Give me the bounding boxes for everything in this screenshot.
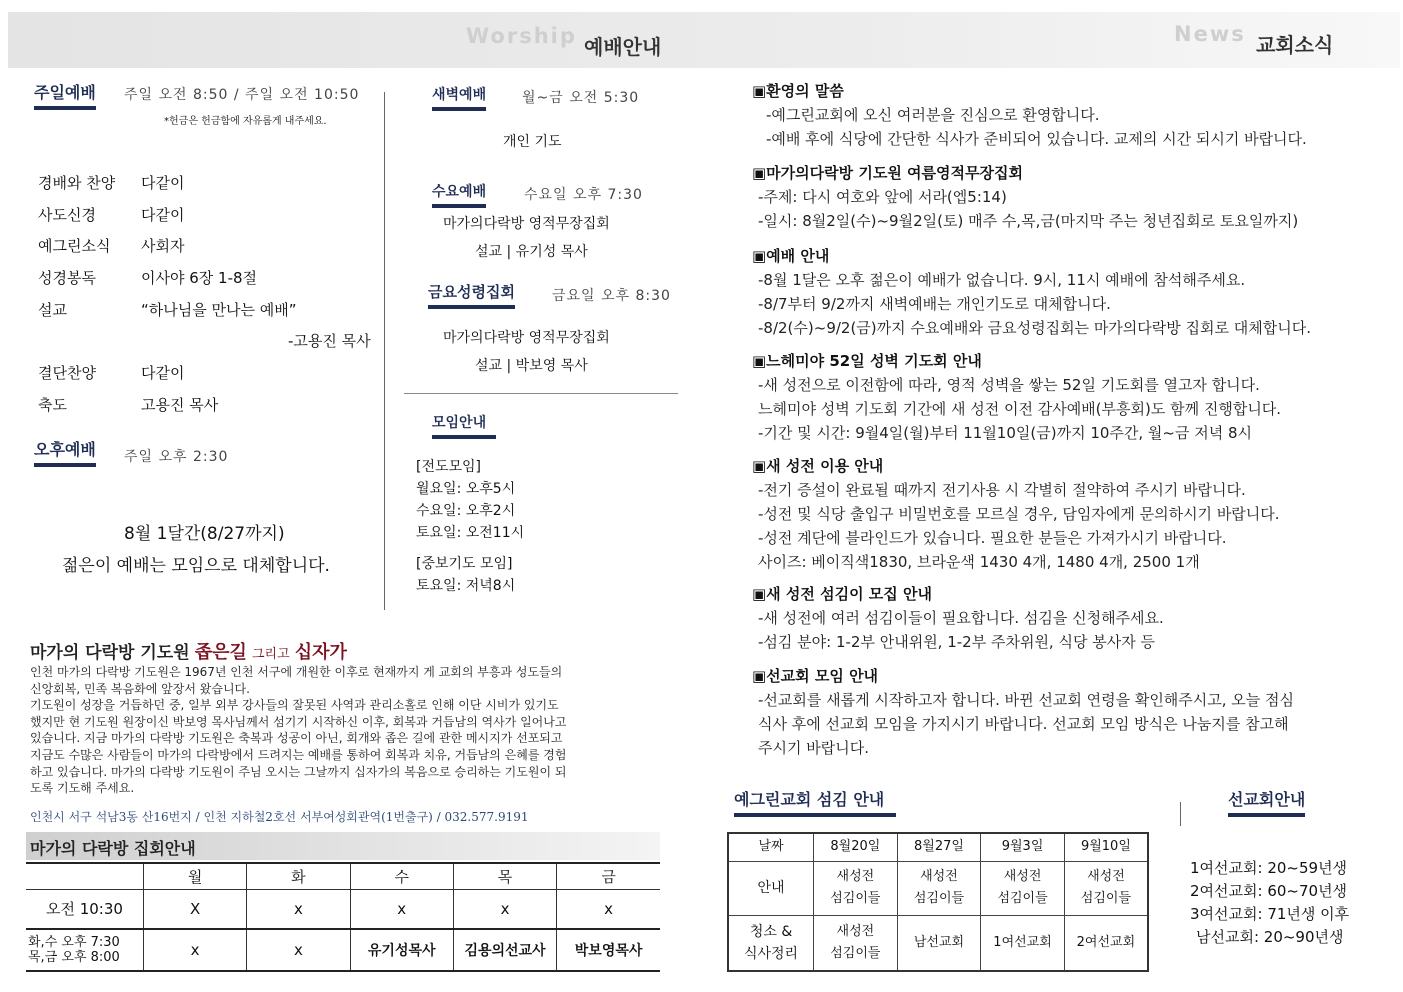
news-line: -8/2(수)~9/2(금)까지 수요예배와 금요성령집회는 마가의다락방 집회로 대체합니다. bbox=[758, 319, 1311, 337]
news-volunteers bbox=[752, 583, 1164, 652]
order-value: 고용진 목사 bbox=[141, 396, 219, 414]
story-line: 하고 있습니다. 마가의 다락방 기도원이 주님 오시는 그날까지 십자가의 복음으로 승리하는 기도원이 되 bbox=[30, 764, 567, 779]
serving-cell: 새성전 섬김이들 bbox=[897, 861, 981, 915]
meeting-line: 토요일: 저녁8시 bbox=[416, 578, 516, 594]
serving-row-label: 안내 bbox=[728, 861, 814, 915]
dawn-desc: 개인 기도 bbox=[503, 134, 562, 150]
schedule-title: 마가의 다락방 집회안내 bbox=[30, 839, 196, 858]
news-title: ▣느헤미야 52일 성벽 기도회 안내 bbox=[752, 352, 982, 370]
story-title bbox=[30, 638, 347, 664]
prayer-house-address: 인천시 서구 석남3동 산16번지 / 인천 지하철2호선 서부여성회관역(1번출구) / 032.577.9191 bbox=[30, 810, 529, 824]
schedule-time: 오전 10:30 bbox=[26, 889, 143, 929]
schedule-day: 화 bbox=[247, 863, 350, 889]
order-value: 다같이 bbox=[141, 206, 185, 224]
mission-line: 남선교회: 20~90년생 bbox=[1196, 928, 1344, 946]
news-en-title: News bbox=[1174, 22, 1246, 46]
serving-cell: 남선교회 bbox=[897, 915, 981, 971]
story-line: 도록 기도해 주세요. bbox=[30, 781, 135, 796]
news-welcome bbox=[752, 80, 1307, 149]
schedule-time-line: 화,수 오후 7:30 bbox=[28, 935, 120, 950]
mission-line: 3여선교회: 71년생 이후 bbox=[1190, 905, 1350, 923]
friday-line-2: 설교 | 박보영 목사 bbox=[475, 358, 588, 374]
wednesday-title: 수요예배 bbox=[432, 181, 486, 208]
schedule-table bbox=[26, 862, 660, 972]
story-title-a: 마가의 다락방 기도원 bbox=[30, 643, 190, 663]
mission-divider bbox=[1180, 802, 1181, 826]
order-label: 설교 bbox=[38, 301, 67, 319]
news-title: ▣마가의다락방 기도원 여름영적무장집회 bbox=[752, 164, 1023, 182]
meeting-line: 월요일: 오후5시 bbox=[416, 481, 516, 497]
news-line: -8/7부터 9/2까지 새벽예배는 개인기도로 대체합니다. bbox=[758, 295, 1111, 313]
news-title: ▣환영의 말씀 bbox=[752, 82, 844, 100]
serving-cell: 새성전 섬김이들 bbox=[981, 861, 1065, 915]
meeting-line: 토요일: 오전11시 bbox=[416, 525, 525, 541]
story-body bbox=[30, 664, 566, 797]
wednesday-line-2: 설교 | 유기성 목사 bbox=[475, 244, 588, 260]
news-worship bbox=[752, 245, 1311, 338]
wednesday-line-1: 마가의다락방 영적무장집회 bbox=[443, 216, 610, 232]
sunday-title: 주일예배 bbox=[34, 80, 96, 110]
friday-time: 금요일 오후 8:30 bbox=[552, 288, 671, 304]
serving-cell: 새성전 섬김이들 bbox=[814, 861, 898, 915]
mission-line: 2여선교회: 60~70년생 bbox=[1190, 882, 1348, 900]
news-line: 주시기 바랍니다. bbox=[758, 739, 869, 757]
afternoon-title: 오후예배 bbox=[34, 437, 96, 467]
news-line: -기간 및 시간: 9월4일(월)부터 11월10일(금)까지 10주간, 월~금 저녁 8시 bbox=[758, 424, 1253, 442]
serving-header: 9월10일 bbox=[1064, 833, 1148, 861]
news-line: -성전 및 식당 출입구 비밀번호를 모르실 경우, 담임자에게 문의하시기 바랍니다. bbox=[758, 505, 1280, 523]
order-label: 경배와 찬양 bbox=[38, 174, 116, 192]
schedule-day: 금 bbox=[557, 863, 660, 889]
schedule-cell: x bbox=[247, 929, 350, 971]
order-label: 성경봉독 bbox=[38, 269, 96, 287]
mission-title: 선교회안내 bbox=[1228, 787, 1305, 817]
meeting-line: 수요일: 오후2시 bbox=[416, 503, 516, 519]
afternoon-time: 주일 오후 2:30 bbox=[124, 449, 229, 465]
meeting-group-name: [중보기도 모임] bbox=[416, 556, 513, 572]
news-line: -선교회를 새롭게 시작하고자 합니다. 바뀐 선교회 연령을 확인해주시고, 오늘 점심 bbox=[758, 691, 1295, 709]
news-line: -8월 1달은 오후 젊은이 예배가 없습니다. 9시, 11시 예배에 참석해주세요. bbox=[758, 271, 1246, 289]
schedule-cell: x bbox=[453, 889, 556, 929]
order-value: “하나님을 만나는 예배” bbox=[141, 301, 297, 319]
worship-en-title: Worship bbox=[466, 24, 577, 48]
dawn-title: 새벽예배 bbox=[432, 84, 486, 111]
news-new-sanctuary bbox=[752, 455, 1280, 572]
story-line: 했지만 현 기도원 원장이신 박보영 목사님께서 섬기기 시작하신 이후, 회복과 거듭남의 역사가 일어나고 bbox=[30, 714, 567, 729]
news-title: ▣새 성전 이용 안내 bbox=[752, 457, 884, 475]
order-value: 사회자 bbox=[141, 237, 185, 255]
afternoon-notice-2: 젊은이 예배는 모임으로 대체합니다. bbox=[62, 556, 330, 576]
serving-table bbox=[727, 832, 1149, 972]
worship-ko-title: 예배안내 bbox=[584, 35, 662, 59]
story-title-c: 그리고 bbox=[252, 647, 290, 662]
mission-list bbox=[1190, 857, 1349, 949]
schedule-cell: 김용의선교사 bbox=[453, 929, 556, 971]
story-line: 기도원이 성장을 거듭하던 중, 일부 외부 강사들의 잘못된 사역과 관리소홀로 인해 이단 시비가 있기도 bbox=[30, 698, 559, 713]
schedule-cell: x bbox=[143, 929, 246, 971]
sunday-times: 주일 오전 8:50 / 주일 오전 10:50 bbox=[124, 87, 360, 103]
schedule-day: 월 bbox=[143, 863, 246, 889]
dawn-time: 월~금 오전 5:30 bbox=[522, 90, 640, 106]
order-value: 다같이 bbox=[141, 174, 185, 192]
news-title: ▣새 성전 섬김이 모집 안내 bbox=[752, 585, 932, 603]
schedule-time-evening bbox=[26, 929, 143, 971]
order-label: 사도신경 bbox=[38, 206, 96, 224]
news-retreat bbox=[752, 162, 1298, 231]
schedule-cell: x bbox=[350, 889, 453, 929]
friday-line-1: 마가의다락방 영적무장집회 bbox=[443, 330, 610, 346]
serving-header: 날짜 bbox=[728, 833, 814, 861]
offering-note: *헌금은 헌금함에 자유롭게 내주세요. bbox=[164, 116, 327, 127]
order-label: 결단찬양 bbox=[38, 364, 96, 382]
story-title-d: 십자가 bbox=[294, 642, 347, 663]
schedule-day: 수 bbox=[350, 863, 453, 889]
serving-header: 9월3일 bbox=[981, 833, 1065, 861]
news-line: -성전 계단에 블라인드가 있습니다. 필요한 분들은 가져가시기 바랍니다. bbox=[758, 529, 1227, 547]
meetings-title: 모임안내 bbox=[432, 412, 496, 439]
order-value: 다같이 bbox=[141, 364, 185, 382]
story-title-b: 좁은길 bbox=[194, 642, 247, 663]
news-ko-title: 교회소식 bbox=[1256, 33, 1334, 57]
news-line: -예배 후에 식당에 간단한 식사가 준비되어 있습니다. 교제의 시간 되시기 바랍니다. bbox=[766, 130, 1307, 148]
serving-cell: 2여선교회 bbox=[1064, 915, 1148, 971]
order-label: 예그린소식 bbox=[38, 237, 111, 255]
meeting-group-name: [전도모임] bbox=[416, 459, 482, 475]
news-line: -예그린교회에 오신 여러분을 진심으로 환영합니다. bbox=[766, 106, 1100, 124]
sermon-preacher: -고용진 목사 bbox=[288, 332, 371, 350]
story-line: 인천 마가의 다락방 기도원은 1967년 인천 서구에 개원한 이후로 현재까지 게 교회의 부흥과 성도들의 bbox=[30, 665, 563, 679]
news-line: -주제: 다시 여호와 앞에 서라(엡5:14) bbox=[758, 188, 1007, 206]
schedule-cell: X bbox=[143, 889, 246, 929]
order-label: 축도 bbox=[38, 396, 67, 414]
news-line: 식사 후에 선교회 모임을 가지시기 바랍니다. 선교회 모임 방식은 나눔지를 참고해 bbox=[758, 715, 1289, 733]
news-line: -새 성전으로 이전함에 따라, 영적 성벽을 쌓는 52일 기도회를 열고자 합니다. bbox=[758, 376, 1260, 394]
serving-row-label: 청소 & 식사정리 bbox=[728, 915, 814, 971]
afternoon-notice-1: 8월 1달간(8/27까지) bbox=[124, 524, 285, 544]
story-line: 있습니다. 지금 마가의 다락방 기도원은 축복과 성공이 아닌, 회개와 좁은 길에 관한 메시지가 선포되고 bbox=[30, 731, 563, 746]
story-line: 지금도 수많은 사람들이 마가의 다락방에서 드려지는 예배를 통하여 회복과 치유, 거듭남의 은혜를 경험 bbox=[30, 747, 567, 762]
schedule-cell: 박보영목사 bbox=[557, 929, 660, 971]
friday-title: 금요성령집회 bbox=[428, 281, 515, 309]
wednesday-time: 수요일 오후 7:30 bbox=[524, 187, 643, 203]
news-line: -섬김 분야: 1-2부 안내위원, 1-2부 주차위원, 식당 봉사자 등 bbox=[758, 633, 1155, 651]
news-title: ▣예배 안내 bbox=[752, 247, 830, 265]
serving-cell: 1여선교회 bbox=[981, 915, 1065, 971]
news-line: -일시: 8월2일(수)~9월2일(토) 매주 수,목,금(마지막 주는 청년집회로 토요일까지) bbox=[758, 212, 1299, 230]
story-line: 신앙회복, 민족 복음화에 앞장서 왔습니다. bbox=[30, 681, 250, 696]
schedule-corner bbox=[26, 863, 143, 889]
news-mission-meeting bbox=[752, 665, 1294, 758]
mission-line: 1여선교회: 20~59년생 bbox=[1190, 859, 1348, 877]
serving-cell: 새성전 섬김이들 bbox=[814, 915, 898, 971]
news-line: -새 성전에 여러 섬김이들이 필요합니다. 섬김을 신청해주세요. bbox=[758, 609, 1164, 627]
schedule-cell: 유기성목사 bbox=[350, 929, 453, 971]
column-divider bbox=[384, 92, 385, 610]
order-value: 이사야 6장 1-8절 bbox=[141, 269, 258, 287]
news-title: ▣선교회 모임 안내 bbox=[752, 667, 879, 685]
news-line: -전기 증설이 완료될 때까지 전기사용 시 각별히 절약하여 주시기 바랍니다. bbox=[758, 481, 1246, 499]
news-line: 느헤미야 성벽 기도회 기간에 새 성전 이전 감사예배(부흥회)도 함께 진행합니다. bbox=[758, 400, 1282, 418]
schedule-day: 목 bbox=[453, 863, 556, 889]
schedule-time-line: 목,금 오후 8:00 bbox=[28, 950, 120, 965]
news-line: 사이즈: 베이직색1830, 브라운색 1430 4개, 1480 4개, 2500 1개 bbox=[758, 553, 1200, 571]
schedule-cell: x bbox=[247, 889, 350, 929]
news-nehemiah bbox=[752, 350, 1281, 443]
section-divider bbox=[404, 393, 678, 394]
serving-title: 예그린교회 섬김 안내 bbox=[734, 787, 896, 817]
schedule-cell: x bbox=[557, 889, 660, 929]
serving-header: 8월27일 bbox=[897, 833, 981, 861]
serving-cell: 새성전 섬김이들 bbox=[1064, 861, 1148, 915]
serving-header: 8월20일 bbox=[814, 833, 898, 861]
